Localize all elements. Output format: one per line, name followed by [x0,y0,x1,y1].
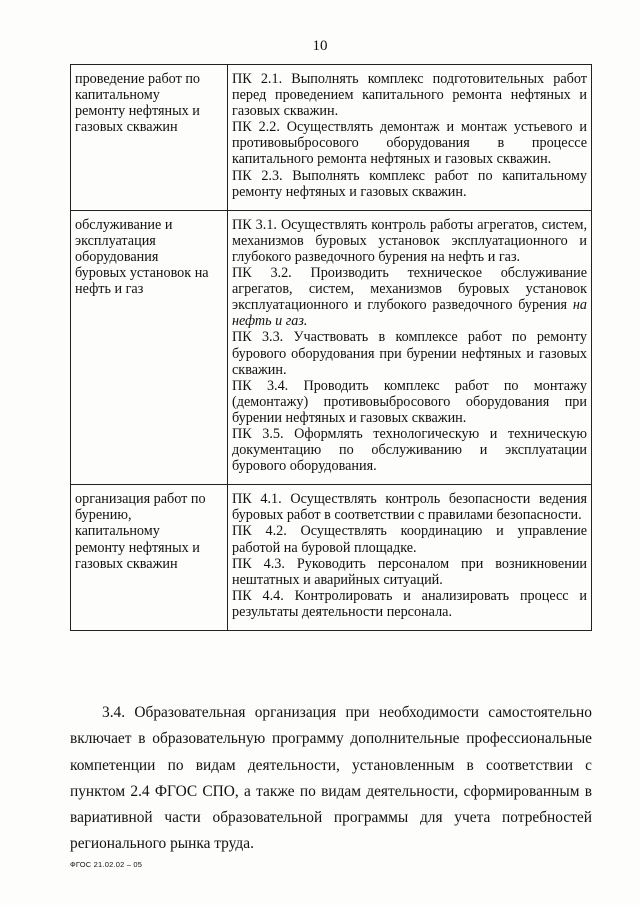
body-paragraph: 3.4. Образовательная организация при необходимости самостоятельно включает в образовательную программу дополнительные профессиональные компетенции по видам деятельности, установленным в соответствии с пунктом 2.4 ФГОС СПО, а также по видам деятельности, сформированным в вариативной части образовательной программы для учета потребностей регионального рынка труда. [70,704,592,853]
activity-line: оборудования [75,248,159,265]
activity-line: ремонту нефтяных и [75,103,200,120]
competence-cell [228,210,592,485]
competence-item: ПК 4.3. Руководить персоналом при возникновении нештатных и аварийных ситуаций. [232,555,587,588]
competence-item: ПК 3.1. Осуществлять контроль работы агрегатов, систем, механизмов буровых установок эксплуатационного и глубокого разведочного бурения на нефть и газ. [232,216,587,265]
footer-code: ФГОС 21.02.02 – 05 [70,860,143,869]
activity-line: капитальному [75,523,160,540]
italic-fragment: на нефть и газ. [232,297,587,330]
activity-line: буровых установок на [75,265,209,282]
competence-item: ПК 3.3. Участвовать в комплексе работ по ремонту бурового оборудования при бурении нефтяных и газовых скважин. [232,329,587,378]
competence-item: ПК 2.1. Выполнять комплекс подготовительных работ перед проведением капитального ремонта нефтяных и газовых скважин. [232,71,587,120]
competence-item: ПК 3.4. Проводить комплекс работ по монтажу (демонтажу) противовыбросового оборудования при бурении нефтяных и газовых скважин. [232,377,587,426]
competence-item: ПК 3.5. Оформлять технологическую и техническую документацию по обслуживанию и эксплуатации бурового оборудования. [232,425,587,475]
activity-cell [71,210,228,485]
competence-text: ПК 3.2. Производить техническое обслуживание агрегатов, систем, механизмов буровых установок эксплуатационного и глубокого разведочного бурения [232,265,587,314]
activity-cell [71,485,228,631]
competence-item [232,265,587,329]
activity-line: капитальному [75,87,160,104]
activity-line: бурению, [75,507,132,524]
competence-item: ПК 4.4. Контролировать и анализировать процесс и результаты деятельности персонала. [232,587,587,620]
competence-item: ПК 4.2. Осуществлять координацию и управление работой на буровой площадке. [232,523,587,556]
table-row [71,210,592,485]
competence-item: ПК 4.1. Осуществлять контроль безопасности ведения буровых работ в соответствии с правилами безопасности. [232,491,587,524]
activity-line: нефть и газ [75,281,144,298]
activity-line: газовых скважин [75,555,178,572]
competence-item: ПК 2.3. Выполнять комплекс работ по капитальному ремонту нефтяных и газовых скважин. [232,167,587,200]
table-row [71,65,592,211]
activity-line: ремонту нефтяных и [75,539,200,556]
activity-line: проведение работ по [75,71,200,87]
activity-cell [71,65,228,211]
competence-item: ПК 2.2. Осуществлять демонтаж и монтаж устьевого и противовыбросового оборудования в процессе капитального ремонта нефтяных и газовых скважин. [232,119,587,168]
activity-line: организация работ по [75,491,206,508]
competence-cell [228,485,592,631]
table-row [71,485,592,631]
page-number: 10 [312,38,328,54]
activity-line: газовых скважин [75,119,178,136]
competence-table [70,64,592,631]
activity-line: обслуживание и [75,216,173,233]
competence-cell [228,65,592,211]
activity-line: эксплуатация [75,232,156,249]
